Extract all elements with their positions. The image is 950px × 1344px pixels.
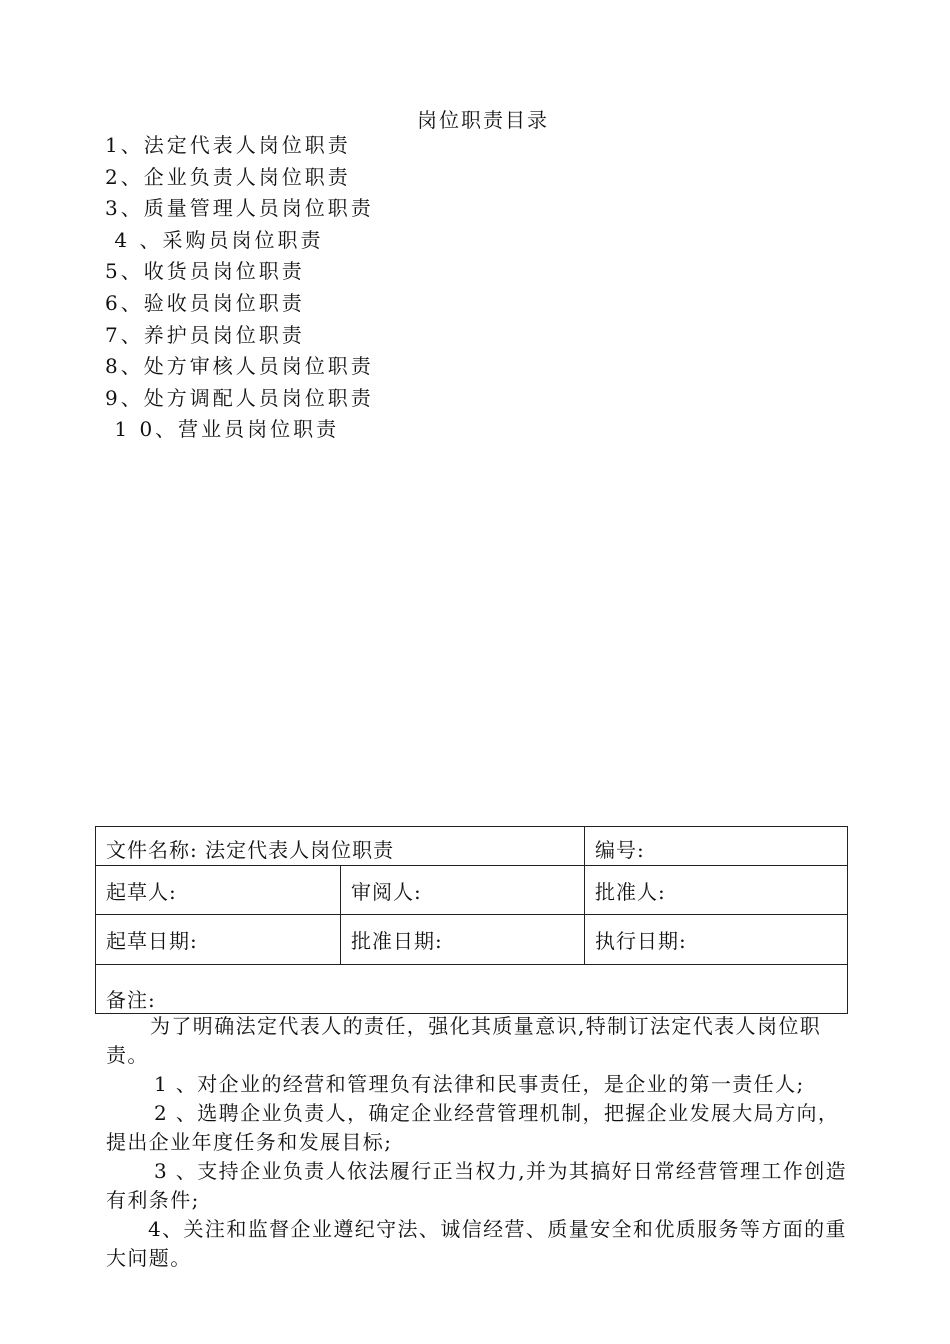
duties-intro: 为了明确法定代表人的责任，强化其质量意识,特制订法定代表人岗位职责。	[106, 1014, 822, 1067]
drafter-cell: 起草人:	[96, 866, 341, 915]
exec-date-cell: 执行日期:	[585, 915, 848, 965]
duty-item: 3 、支持企业负责人依法履行正当权力,并为其搞好日常经营管理工作创造有利条件;	[106, 1159, 848, 1212]
reviewer-cell: 审阅人:	[341, 866, 585, 915]
info-row-title	[96, 827, 848, 866]
toc-list	[105, 130, 374, 446]
duty-item: 2 、选聘企业负责人，确定企业经营管理机制，把握企业发展大局方向，提出企业年度任务和发展目标;	[106, 1101, 840, 1154]
toc-item: 7、养护员岗位职责	[105, 322, 305, 347]
toc-item: 1、法定代表人岗位职责	[105, 133, 351, 157]
duty-item: 4、关注和监督企业遵纪守法、诚信经营、质量安全和优质服务等方面的重大问题。	[106, 1217, 847, 1270]
info-row-people	[96, 866, 848, 915]
approver-cell: 批准人:	[585, 866, 848, 915]
remarks-cell: 备注:	[96, 965, 848, 1014]
duty-item: 1 、对企业的经营和管理负有法律和民事责任，是企业的第一责任人;	[154, 1072, 805, 1096]
toc-item: 2、企业负责人岗位职责	[105, 164, 351, 189]
toc-item: 5、收货员岗位职责	[105, 259, 305, 284]
document-info-table	[95, 826, 848, 1014]
info-row-dates	[96, 915, 848, 965]
toc-item: 3、质量管理人员岗位职责	[105, 196, 374, 221]
draft-date-cell: 起草日期:	[96, 915, 341, 965]
toc-title: 岗位职责目录	[417, 108, 549, 132]
toc-item: 4 、采购员岗位职责	[105, 227, 324, 252]
approve-date-cell: 批准日期:	[341, 915, 585, 965]
file-name-cell: 文件名称: 法定代表人岗位职责	[96, 827, 585, 866]
toc-item: 8、处方审核人员岗位职责	[105, 354, 374, 379]
number-cell: 编号:	[585, 827, 848, 866]
toc-item: 9、处方调配人员岗位职责	[105, 385, 374, 410]
toc-item: 6、验收员岗位职责	[105, 290, 305, 315]
toc-item: 1 0、营业员岗位职责	[105, 417, 340, 442]
duties-body	[106, 1012, 852, 1273]
info-row-remarks	[96, 965, 848, 1014]
